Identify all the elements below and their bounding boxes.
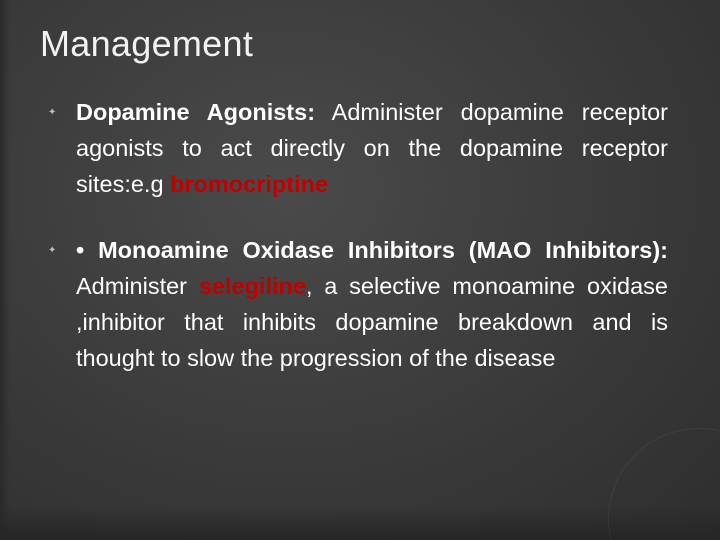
bullet-text: Administer dopamine receptor agonists to act directly on the dopamine receptor sites:e.g [76, 99, 668, 197]
bullet-marker-icon: ✦ [48, 107, 57, 118]
bullet-text: Administer [76, 273, 199, 299]
bullet-marker-icon: ✦ [48, 245, 57, 256]
decorative-arc [608, 428, 720, 540]
left-shadow-band [0, 0, 10, 540]
bullet-dopamine-agonists [46, 94, 668, 202]
bullet-heading: Dopamine Agonists: [76, 99, 316, 125]
bullet-heading: • Monoamine Oxidase Inhibitors (MAO Inhibitors): [76, 237, 668, 263]
drug-name-bromocriptine: bromocriptine [170, 171, 329, 197]
bullet-mao-inhibitors [46, 232, 668, 376]
bullet-list [46, 94, 668, 376]
bullet-tail: , a selective monoamine oxidase ,inhibitor that inhibits dopamine breakdown and is thought to slow the progression of the disease [76, 273, 668, 371]
drug-name-selegiline: selegiline [198, 273, 306, 299]
slide-title: Management [40, 23, 254, 64]
